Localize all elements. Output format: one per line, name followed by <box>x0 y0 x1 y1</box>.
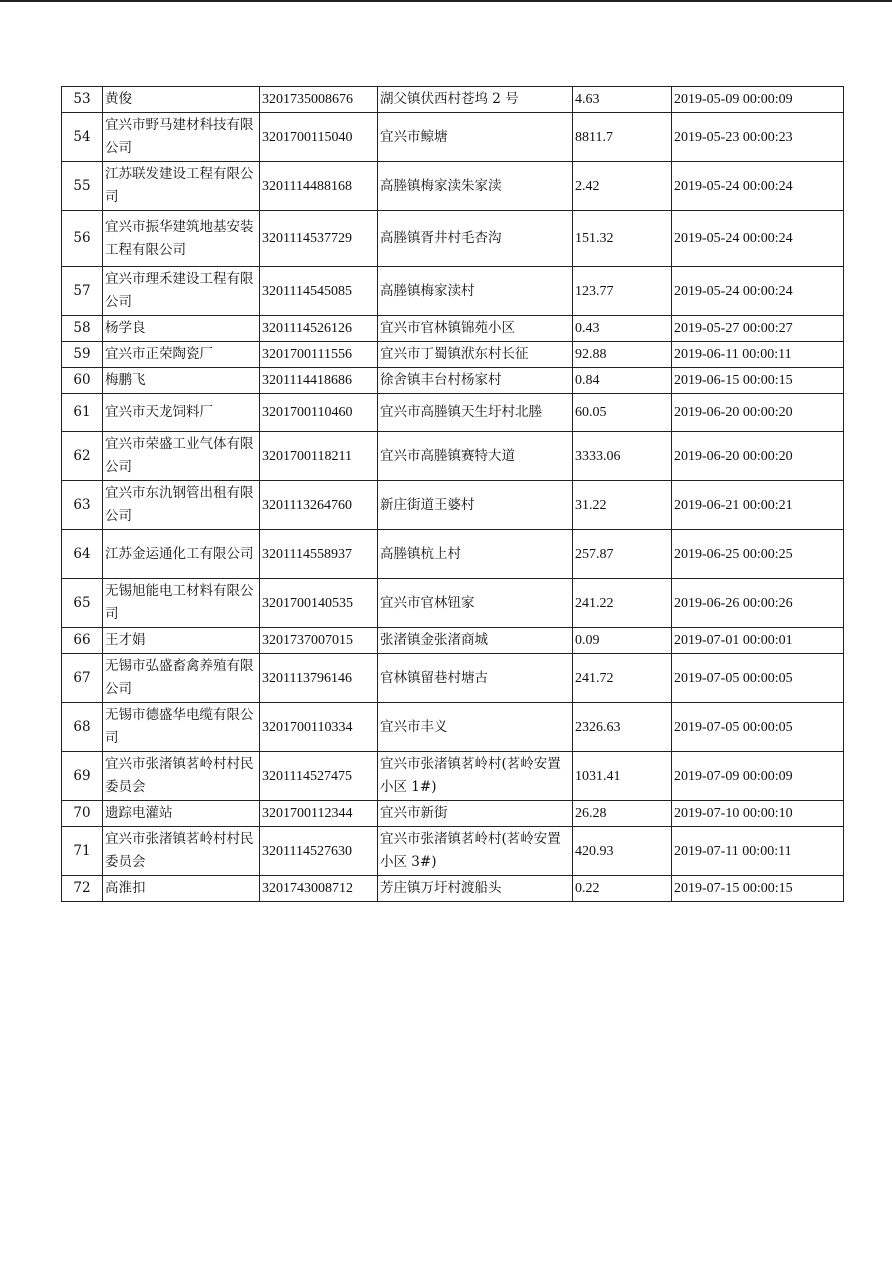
table-row <box>62 530 844 579</box>
amount-cell: 123.77 <box>573 267 672 316</box>
records-table <box>61 86 844 902</box>
datetime-cell: 2019-06-25 00:00:25 <box>672 530 844 579</box>
address-cell: 高塍镇杭上村 <box>378 530 573 579</box>
table-row <box>62 394 844 432</box>
datetime-cell: 2019-07-10 00:00:10 <box>672 801 844 827</box>
account-id-cell: 3201114526126 <box>260 316 378 342</box>
table-row <box>62 703 844 752</box>
name-cell: 宜兴市张渚镇茗岭村村民委员会 <box>103 827 260 876</box>
address-cell: 宜兴市官林钮家 <box>378 579 573 628</box>
address-cell: 宜兴市高塍镇赛特大道 <box>378 432 573 481</box>
row-number-cell: 59 <box>62 342 103 368</box>
address-cell: 高塍镇梅家渎村 <box>378 267 573 316</box>
datetime-cell: 2019-06-21 00:00:21 <box>672 481 844 530</box>
row-number-cell: 61 <box>62 394 103 432</box>
datetime-cell: 2019-05-24 00:00:24 <box>672 211 844 267</box>
name-cell: 宜兴市天龙饲料厂 <box>103 394 260 432</box>
name-cell: 宜兴市张渚镇茗岭村村民委员会 <box>103 752 260 801</box>
table-row <box>62 628 844 654</box>
table-row <box>62 87 844 113</box>
amount-cell: 420.93 <box>573 827 672 876</box>
datetime-cell: 2019-06-20 00:00:20 <box>672 432 844 481</box>
account-id-cell: 3201700110334 <box>260 703 378 752</box>
table-row <box>62 162 844 211</box>
account-id-cell: 3201113264760 <box>260 481 378 530</box>
address-cell: 宜兴市新街 <box>378 801 573 827</box>
row-number-cell: 58 <box>62 316 103 342</box>
address-cell: 宜兴市高塍镇天生圩村北塍 <box>378 394 573 432</box>
datetime-cell: 2019-06-15 00:00:15 <box>672 368 844 394</box>
table-row <box>62 113 844 162</box>
amount-cell: 31.22 <box>573 481 672 530</box>
address-cell: 宜兴市丰义 <box>378 703 573 752</box>
row-number-cell: 64 <box>62 530 103 579</box>
table-row <box>62 801 844 827</box>
name-cell: 宜兴市荣盛工业气体有限公司 <box>103 432 260 481</box>
address-cell: 张渚镇金张渚商城 <box>378 628 573 654</box>
account-id-cell: 3201700112344 <box>260 801 378 827</box>
amount-cell: 0.84 <box>573 368 672 394</box>
amount-cell: 60.05 <box>573 394 672 432</box>
account-id-cell: 3201114537729 <box>260 211 378 267</box>
account-id-cell: 3201114558937 <box>260 530 378 579</box>
name-cell: 黄俊 <box>103 87 260 113</box>
datetime-cell: 2019-07-01 00:00:01 <box>672 628 844 654</box>
records-table-body <box>62 87 844 902</box>
address-cell: 宜兴市张渚镇茗岭村(茗岭安置小区 1#) <box>378 752 573 801</box>
name-cell: 宜兴市野马建材科技有限公司 <box>103 113 260 162</box>
datetime-cell: 2019-05-24 00:00:24 <box>672 162 844 211</box>
row-number-cell: 56 <box>62 211 103 267</box>
address-cell: 宜兴市鲸塘 <box>378 113 573 162</box>
amount-cell: 3333.06 <box>573 432 672 481</box>
datetime-cell: 2019-05-27 00:00:27 <box>672 316 844 342</box>
address-cell: 高塍镇梅家渎朱家渎 <box>378 162 573 211</box>
table-row <box>62 654 844 703</box>
account-id-cell: 3201700110460 <box>260 394 378 432</box>
datetime-cell: 2019-07-11 00:00:11 <box>672 827 844 876</box>
name-cell: 江苏金运通化工有限公司 <box>103 530 260 579</box>
datetime-cell: 2019-06-11 00:00:11 <box>672 342 844 368</box>
datetime-cell: 2019-05-23 00:00:23 <box>672 113 844 162</box>
address-cell: 湖父镇伏西村苍坞 2 号 <box>378 87 573 113</box>
table-row <box>62 342 844 368</box>
address-cell: 新庄街道王婆村 <box>378 481 573 530</box>
name-cell: 宜兴市东氿钢管出租有限公司 <box>103 481 260 530</box>
name-cell: 梅鹏飞 <box>103 368 260 394</box>
address-cell: 芳庄镇万圩村渡船头 <box>378 876 573 902</box>
name-cell: 无锡旭能电工材料有限公司 <box>103 579 260 628</box>
account-id-cell: 3201737007015 <box>260 628 378 654</box>
name-cell: 杨学良 <box>103 316 260 342</box>
address-cell: 宜兴市丁蜀镇洑东村长征 <box>378 342 573 368</box>
amount-cell: 0.43 <box>573 316 672 342</box>
amount-cell: 8811.7 <box>573 113 672 162</box>
row-number-cell: 67 <box>62 654 103 703</box>
amount-cell: 151.32 <box>573 211 672 267</box>
table-row <box>62 211 844 267</box>
row-number-cell: 55 <box>62 162 103 211</box>
account-id-cell: 3201114527475 <box>260 752 378 801</box>
account-id-cell: 3201700140535 <box>260 579 378 628</box>
table-row <box>62 579 844 628</box>
account-id-cell: 3201700118211 <box>260 432 378 481</box>
datetime-cell: 2019-07-05 00:00:05 <box>672 703 844 752</box>
name-cell: 宜兴市正荣陶瓷厂 <box>103 342 260 368</box>
amount-cell: 257.87 <box>573 530 672 579</box>
amount-cell: 241.22 <box>573 579 672 628</box>
address-cell: 高塍镇胥井村毛杏沟 <box>378 211 573 267</box>
amount-cell: 2.42 <box>573 162 672 211</box>
table-row <box>62 368 844 394</box>
table-row <box>62 316 844 342</box>
row-number-cell: 54 <box>62 113 103 162</box>
amount-cell: 1031.41 <box>573 752 672 801</box>
address-cell: 宜兴市张渚镇茗岭村(茗岭安置小区 3#) <box>378 827 573 876</box>
page-top-border <box>0 0 892 2</box>
address-cell: 宜兴市官林镇锦苑小区 <box>378 316 573 342</box>
row-number-cell: 62 <box>62 432 103 481</box>
account-id-cell: 3201743008712 <box>260 876 378 902</box>
table-row <box>62 876 844 902</box>
address-cell: 徐舍镇丰台村杨家村 <box>378 368 573 394</box>
amount-cell: 0.22 <box>573 876 672 902</box>
datetime-cell: 2019-06-20 00:00:20 <box>672 394 844 432</box>
account-id-cell: 3201735008676 <box>260 87 378 113</box>
address-cell: 官林镇留巷村塘古 <box>378 654 573 703</box>
row-number-cell: 71 <box>62 827 103 876</box>
datetime-cell: 2019-07-15 00:00:15 <box>672 876 844 902</box>
name-cell: 王才娟 <box>103 628 260 654</box>
name-cell: 宜兴市理禾建设工程有限公司 <box>103 267 260 316</box>
amount-cell: 0.09 <box>573 628 672 654</box>
amount-cell: 4.63 <box>573 87 672 113</box>
account-id-cell: 3201114418686 <box>260 368 378 394</box>
row-number-cell: 60 <box>62 368 103 394</box>
name-cell: 江苏联发建设工程有限公司 <box>103 162 260 211</box>
name-cell: 遗踪电灌站 <box>103 801 260 827</box>
row-number-cell: 53 <box>62 87 103 113</box>
row-number-cell: 70 <box>62 801 103 827</box>
account-id-cell: 3201114488168 <box>260 162 378 211</box>
name-cell: 高淮扣 <box>103 876 260 902</box>
amount-cell: 241.72 <box>573 654 672 703</box>
row-number-cell: 65 <box>62 579 103 628</box>
account-id-cell: 3201113796146 <box>260 654 378 703</box>
row-number-cell: 57 <box>62 267 103 316</box>
datetime-cell: 2019-07-05 00:00:05 <box>672 654 844 703</box>
row-number-cell: 68 <box>62 703 103 752</box>
table-row <box>62 481 844 530</box>
table-row <box>62 267 844 316</box>
row-number-cell: 69 <box>62 752 103 801</box>
datetime-cell: 2019-05-24 00:00:24 <box>672 267 844 316</box>
name-cell: 无锡市德盛华电缆有限公司 <box>103 703 260 752</box>
name-cell: 无锡市弘盛畜禽养殖有限公司 <box>103 654 260 703</box>
name-cell: 宜兴市振华建筑地基安装工程有限公司 <box>103 211 260 267</box>
datetime-cell: 2019-06-26 00:00:26 <box>672 579 844 628</box>
table-row <box>62 432 844 481</box>
amount-cell: 2326.63 <box>573 703 672 752</box>
account-id-cell: 3201700111556 <box>260 342 378 368</box>
amount-cell: 92.88 <box>573 342 672 368</box>
table-row <box>62 827 844 876</box>
row-number-cell: 72 <box>62 876 103 902</box>
datetime-cell: 2019-05-09 00:00:09 <box>672 87 844 113</box>
amount-cell: 26.28 <box>573 801 672 827</box>
row-number-cell: 66 <box>62 628 103 654</box>
row-number-cell: 63 <box>62 481 103 530</box>
account-id-cell: 3201114527630 <box>260 827 378 876</box>
table-row <box>62 752 844 801</box>
account-id-cell: 3201114545085 <box>260 267 378 316</box>
datetime-cell: 2019-07-09 00:00:09 <box>672 752 844 801</box>
account-id-cell: 3201700115040 <box>260 113 378 162</box>
